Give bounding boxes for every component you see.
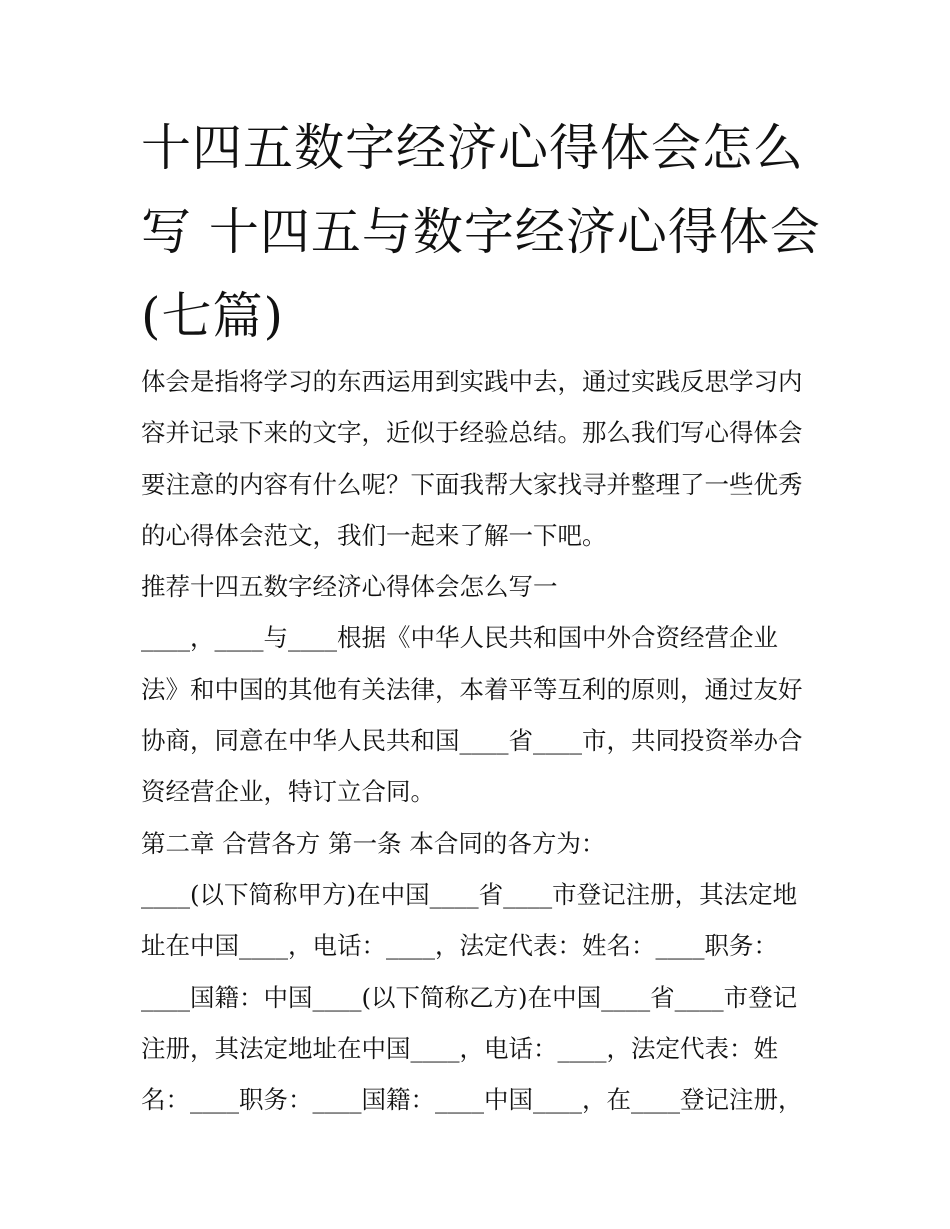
- title-line: 写 十四五与数字经济心得体会: [141, 203, 821, 261]
- body-line: ____，____与____根据《中华人民共和国中外合资经营企业: [141, 623, 778, 653]
- body-line: 要注意的内容有什么呢？下面我帮大家找寻并整理了一些优秀: [141, 469, 803, 499]
- body-line: 注册，其法定地址在中国____，电话：____，法定代表：姓: [141, 1033, 778, 1063]
- chapter-heading: 第二章 合营各方 第一条 本合同的各方为：: [141, 828, 606, 858]
- body-line: 容并记录下来的文字，近似于经验总结。那么我们写心得体会: [141, 418, 803, 448]
- document-body: [141, 356, 821, 1125]
- body-line: 资经营企业，特订立合同。: [141, 777, 435, 807]
- body-line: 的心得体会范文，我们一起来了解一下吧。: [141, 520, 607, 550]
- title-line: 十四五数字经济心得体会怎么: [141, 119, 804, 177]
- body-line: ____国籍：中国____(以下简称乙方)在中国____省____市登记: [141, 982, 798, 1012]
- title-line: (七篇): [141, 287, 285, 345]
- body-line: 体会是指将学习的东西运用到实践中去，通过实践反思学习内: [141, 367, 803, 396]
- body-line: ____(以下简称甲方)在中国____省____市登记注册，其法定地: [141, 879, 798, 909]
- body-line: 法》和中国的其他有关法律，本着平等互利的原则，通过友好: [141, 674, 803, 704]
- section-heading: 推荐十四五数字经济心得体会怎么写一: [141, 572, 558, 602]
- body-line: 协商，同意在中华人民共和国____省____市，共同投资举办合: [141, 726, 803, 756]
- body-line: 址在中国____，电话：____，法定代表：姓名：____职务：: [141, 931, 778, 961]
- body-line: 名：____职务：____国籍：____中国____，在____登记注册，: [141, 1085, 803, 1115]
- document-title: [141, 106, 821, 358]
